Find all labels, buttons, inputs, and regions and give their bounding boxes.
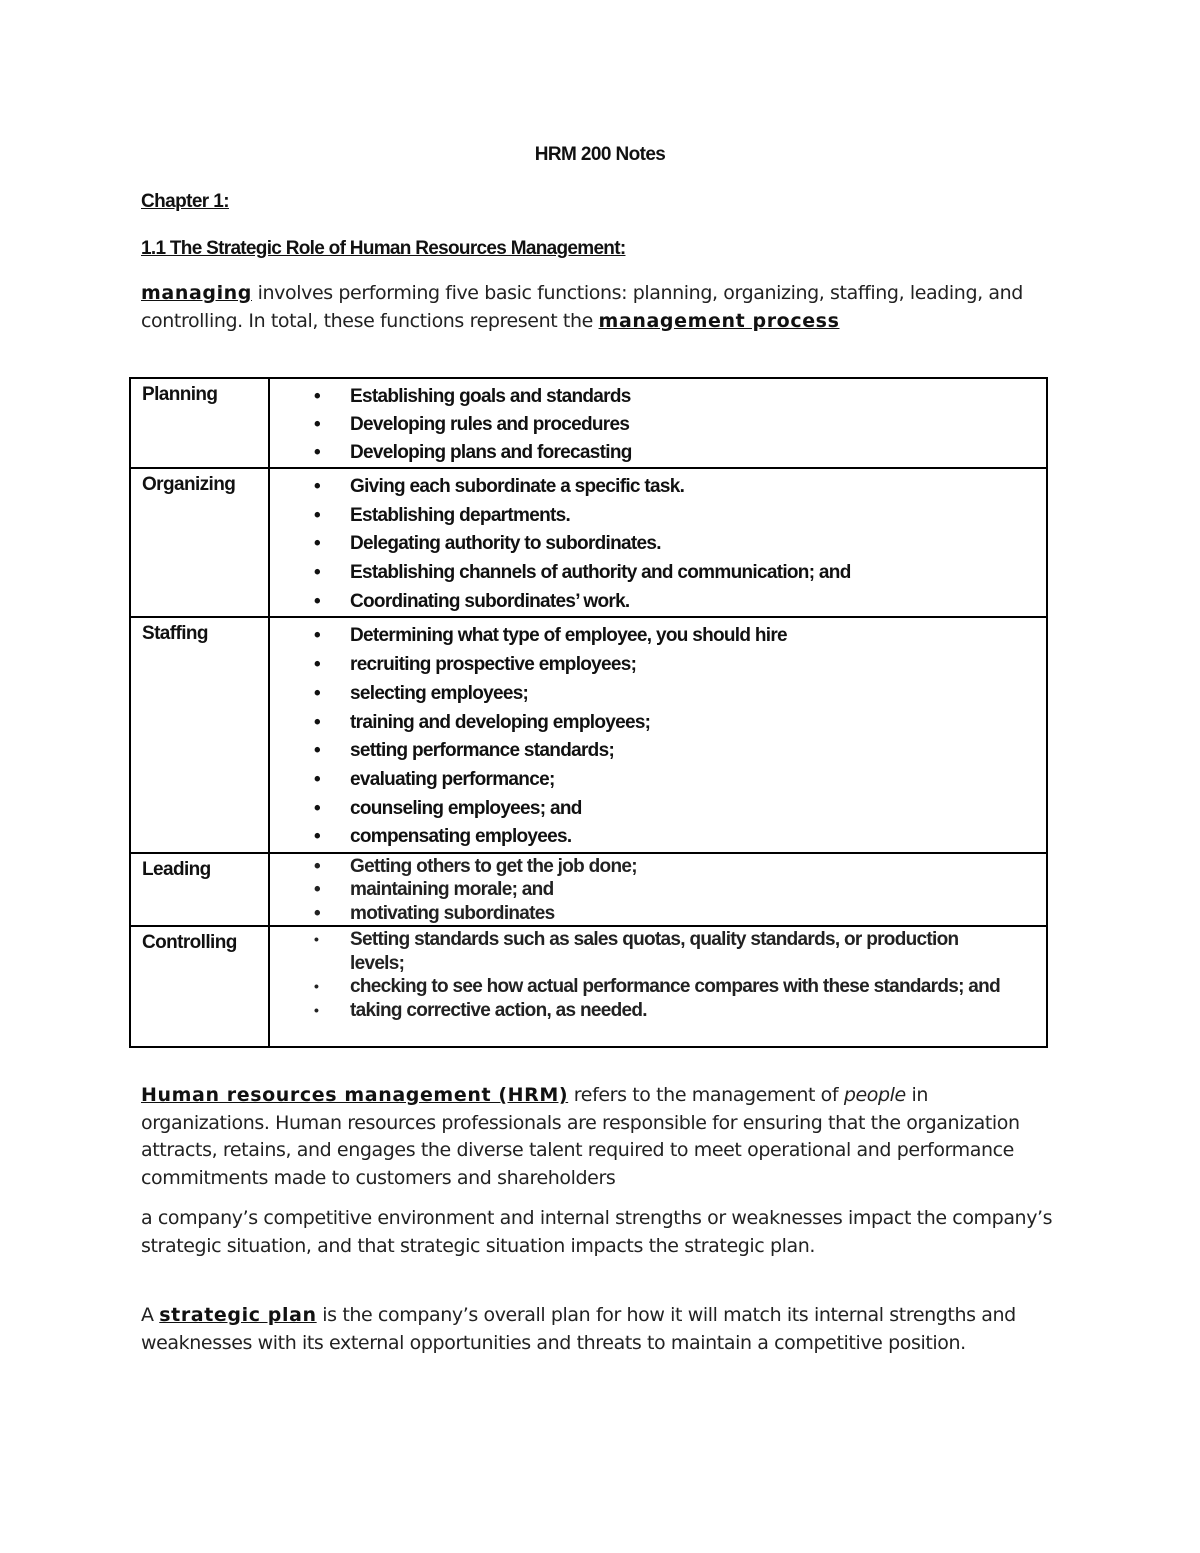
list-item: • setting performance standards; [270,737,1046,766]
table-row-organizing [130,468,1047,617]
bullet-icon: • [314,504,320,526]
list-item: • Delegating authority to subordinates. [270,530,1046,559]
section-heading: 1.1 The Strategic Role of Human Resources Management: [141,238,626,259]
row-items [269,853,1047,927]
hrm-definition-paragraph: Human resources management (HRM) refers to the management of people in organizations. Human resources professionals are responsible for ensuring that the organization attracts, retains, and engages the diverse talent required to meet operational and performance commitments made to customers and shareholders [141,1084,1020,1189]
bullet-icon: • [314,442,320,463]
term-managing: managing [141,282,253,304]
list-item: • evaluating performance; [270,766,1046,795]
list-item: • training and developing employees; [270,709,1046,738]
list-item: • counseling employees; and [270,795,1046,824]
emphasis-people: people [843,1084,906,1106]
row-label: Staffing [130,617,269,853]
list-item: • Giving each subordinate a specific task. [270,473,1046,502]
list-item: • motivating subordinates [314,902,555,924]
bullet-icon: • [314,855,320,877]
bullet-icon: • [314,768,320,790]
term-hrm: Human resources management (HRM) [141,1084,569,1106]
list-item: • checking to see how actual performance compares with these standards; and [314,976,1000,998]
bullet-icon: • [314,682,320,704]
table-row-leading [130,853,1047,927]
table-row-staffing [130,617,1047,853]
strategic-plan-paragraph: A strategic plan is the company’s overall plan for how it will match its internal strengths and weaknesses with its external opportunities and threats to maintain a competitive position. [141,1304,1016,1354]
bullet-icon: • [314,386,320,407]
list-item: • compensating employees. [270,823,1046,852]
list-item: • taking corrective action, as needed. [314,999,647,1021]
row-label: Organizing [130,468,269,617]
list-item: • Getting others to get the job done; [314,855,637,877]
list-item: • Coordinating subordinates’ work. [270,588,1046,617]
list-item: • Developing plans and forecasting [270,439,1046,467]
list-item: • maintaining morale; and [314,879,554,901]
intro-paragraph [141,280,1061,335]
list-item: • Developing rules and procedures [270,411,1046,439]
table-row-controlling [130,926,1047,1047]
management-functions-table [129,377,1048,1048]
chapter-heading: Chapter 1: [141,191,229,212]
bullet-icon: • [314,1001,319,1018]
bullet-icon: • [314,590,320,612]
row-label: Controlling [130,926,269,1047]
row-items [269,468,1047,617]
row-items [269,617,1047,853]
environment-paragraph: a company’s competitive environment and internal strengths or weaknesses impact the company’s strategic situation, and that strategic situation impacts the strategic plan. [141,1207,1053,1257]
list-item: • recruiting prospective employees; [270,651,1046,680]
bullet-icon: • [314,931,319,948]
table-row-planning [130,378,1047,468]
intro-text: involves performing five basic functions: planning, organizing, staffing, leading, and controlling. In total, these functions represent the [141,282,1023,332]
list-item: • Setting standards such as sales quotas, quality standards, or production levels; [314,929,959,974]
list-item: • Establishing channels of authority and communication; and [270,559,1046,588]
document-title: HRM 200 Notes [534,144,666,165]
bullet-icon: • [314,476,320,497]
bullet-icon: • [314,902,320,924]
bullet-icon: • [314,533,320,555]
bullet-icon: • [314,562,320,584]
bullet-icon: • [314,654,320,676]
bullet-icon: • [314,740,320,762]
list-item: • Establishing departments. [270,502,1046,531]
bullet-icon: • [314,625,320,647]
row-label: Planning [130,378,269,468]
row-label: Leading [130,853,269,927]
bullet-icon: • [314,797,320,819]
bullet-icon: • [314,414,320,435]
list-item: • Determining what type of employee, you should hire [270,622,1046,651]
row-items [269,926,1047,1047]
list-item: • Establishing goals and standards [270,383,1046,411]
bullet-icon: • [314,826,320,848]
row-items [269,378,1047,468]
bullet-icon: • [314,879,320,901]
bullet-icon: • [314,711,320,733]
list-item: • selecting employees; [270,680,1046,709]
bullet-icon: • [314,978,319,995]
term-strategic-plan: strategic plan [159,1304,317,1326]
term-management-process: management process [598,309,840,332]
